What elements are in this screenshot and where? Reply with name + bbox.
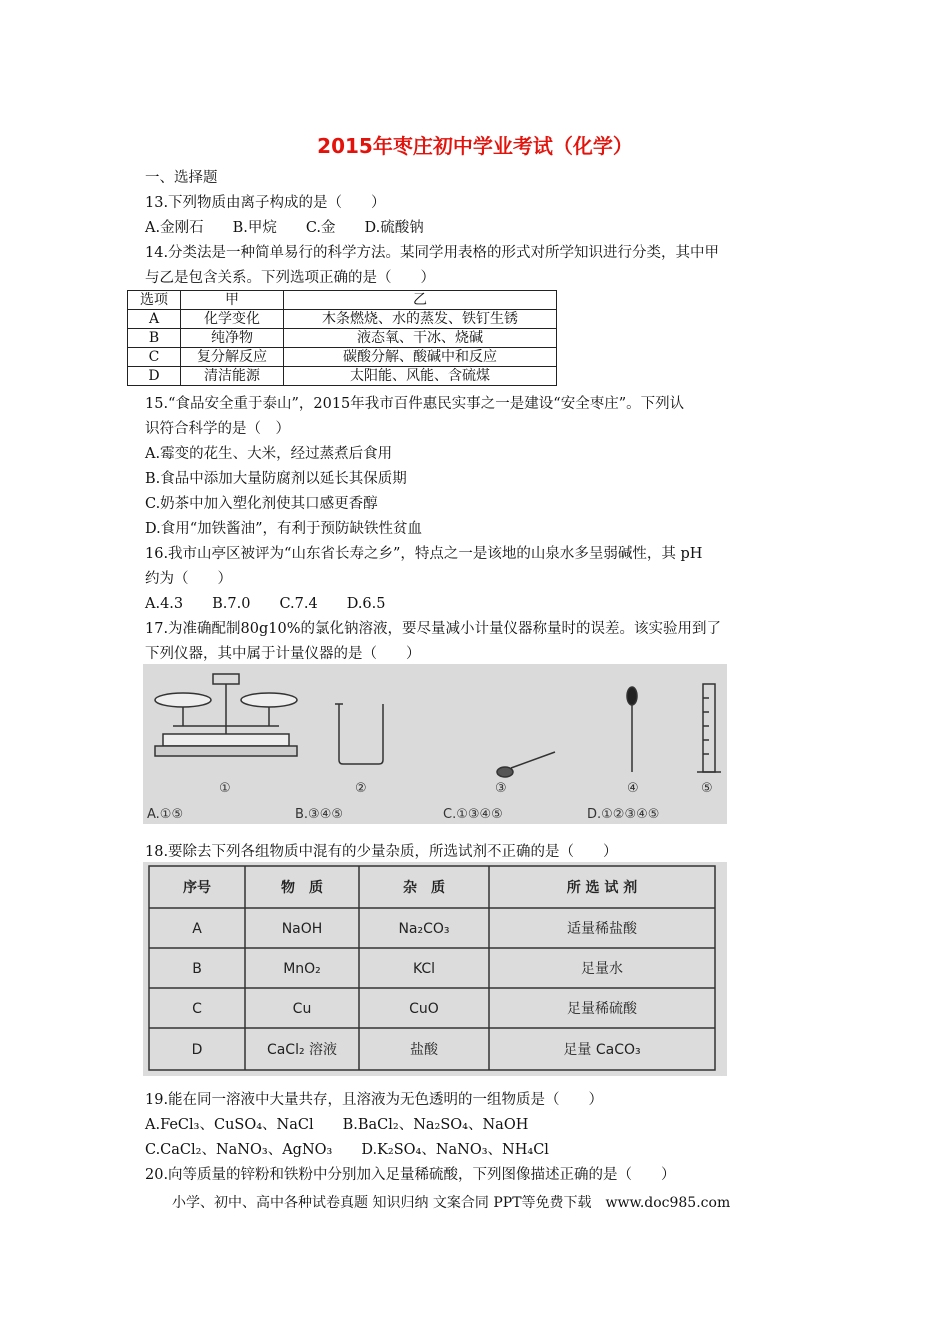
q18-cell: 足量 CaCO₃ — [563, 1042, 641, 1058]
figure-label-3: ③ — [495, 781, 507, 796]
q16-stem-2: 约为（ ） — [145, 571, 232, 587]
table-header-cell: 乙 — [284, 291, 557, 310]
q18-cell: 足量水 — [581, 961, 623, 977]
figure-option-c: C.①③④⑤ — [443, 807, 503, 822]
table-row — [128, 367, 557, 386]
table-cell: 化学变化 — [181, 310, 284, 329]
q18-cell: KCl — [412, 961, 436, 977]
q20-stem: 20.向等质量的锌粉和铁粉中分别加入足量稀硫酸，下列图像描述正确的是（ ） — [145, 1167, 676, 1183]
q18-cell: MnO₂ — [283, 961, 321, 977]
figure-option-a: A.①⑤ — [147, 807, 184, 822]
q18-cell: CaCl₂ 溶液 — [266, 1042, 338, 1058]
figure-label-1: ① — [219, 781, 231, 796]
table-cell: A — [128, 310, 181, 329]
q18-cell: NaOH — [281, 921, 323, 937]
q19-stem: 19.能在同一溶液中大量共存，且溶液为无色透明的一组物质是（ ） — [145, 1092, 604, 1108]
table-header-cell: 选项 — [128, 291, 181, 310]
q18-cell: B — [192, 961, 202, 977]
figure-option-d: D.①②③④⑤ — [587, 807, 660, 822]
q18-header-cell: 序号 — [183, 880, 211, 896]
q15-stem-1: 15.“食品安全重于泰山”，2015年我市百件惠民实事之一是建设“安全枣庄”。下列认 — [145, 396, 685, 412]
q19-options-ab: A.FeCl₃、CuSO₄、NaCl B.BaCl₂、Na₂SO₄、NaOH — [145, 1117, 529, 1133]
table-cell: 清洁能源 — [181, 367, 284, 386]
table-cell: 太阳能、风能、含硫煤 — [284, 367, 557, 386]
q18-cell: Na₂CO₃ — [398, 921, 450, 937]
table-cell: 木条燃烧、水的蒸发、铁钉生锈 — [284, 310, 557, 329]
figure-label-5: ⑤ — [701, 781, 713, 796]
q18-header-cell: 所 选 试 剂 — [566, 880, 638, 896]
q14-stem-1: 14.分类法是一种简单易行的科学方法。某同学用表格的形式对所学知识进行分类，其中甲 — [145, 245, 720, 261]
q18-cell: D — [191, 1042, 203, 1058]
q18-cell: 足量稀硫酸 — [567, 1001, 637, 1017]
page-title: 2015年枣庄初中学业考试（化学） — [317, 134, 633, 158]
q18-cell: A — [192, 921, 202, 937]
q13-stem: 13.下列物质由离子构成的是（ ） — [145, 195, 386, 211]
q17-stem-1: 17.为准确配制80g10%的氯化钠溶液，要尽量减小计量仪器称量时的误差。该实验用到了 — [145, 621, 722, 637]
q18-cell: 适量稀盐酸 — [567, 921, 637, 937]
figure-option-b: B.③④⑤ — [295, 807, 344, 822]
q15-option-a: A.霉变的花生、大米，经过蒸煮后食用 — [145, 446, 393, 462]
q16-options: A.4.3 B.7.0 C.7.4 D.6.5 — [145, 596, 386, 612]
q14-stem-2: 与乙是包含关系。下列选项正确的是（ ） — [145, 270, 435, 286]
q16-stem-1: 16.我市山亭区被评为“山东省长寿之乡”，特点之一是该地的山泉水多呈弱碱性，其 pH — [145, 546, 703, 562]
figure-label-2: ② — [355, 781, 367, 796]
table-cell: 复分解反应 — [181, 348, 284, 367]
q18-stem: 18.要除去下列各组物质中混有的少量杂质，所选试剂不正确的是（ ） — [145, 844, 618, 860]
q18-header-cell: 杂 质 — [403, 880, 445, 896]
q15-option-c: C.奶茶中加入塑化剂使其口感更香醇 — [145, 496, 378, 512]
table-cell: 碳酸分解、酸碱中和反应 — [284, 348, 557, 367]
table-cell: D — [128, 367, 181, 386]
q18-cell: Cu — [292, 1001, 312, 1017]
q14-table — [127, 290, 557, 386]
q18-cell: 盐酸 — [410, 1042, 438, 1058]
table-cell: 液态氧、干冰、烧碱 — [284, 329, 557, 348]
table-cell: B — [128, 329, 181, 348]
table-row — [128, 329, 557, 348]
table-row — [128, 348, 557, 367]
table-row — [128, 310, 557, 329]
q18-header-cell: 物 质 — [281, 880, 323, 896]
q18-table-figure — [143, 862, 727, 1076]
q13-options: A.金刚石 B.甲烷 C.金 D.硫酸钠 — [145, 220, 424, 236]
q19-options-cd: C.CaCl₂、NaNO₃、AgNO₃ D.K₂SO₄、NaNO₃、NH₄Cl — [145, 1142, 549, 1158]
q15-option-d: D.食用“加铁酱油”，有利于预防缺铁性贫血 — [145, 521, 423, 537]
table-header-row — [128, 291, 557, 310]
q15-option-b: B.食品中添加大量防腐剂以延长其保质期 — [145, 471, 407, 487]
q18-cell: CuO — [409, 1001, 439, 1017]
q17-instruments-figure — [143, 664, 727, 824]
table-header-cell: 甲 — [181, 291, 284, 310]
page-footer: 小学、初中、高中各种试卷真题 知识归纳 文案合同 PPT等免费下载 www.doc985.com — [172, 1195, 731, 1211]
section-heading: 一、选择题 — [145, 170, 218, 186]
q15-stem-2: 识符合科学的是（ ） — [145, 421, 290, 437]
q18-cell: C — [192, 1001, 202, 1017]
figure-label-4: ④ — [627, 781, 639, 796]
table-cell: 纯净物 — [181, 329, 284, 348]
table-cell: C — [128, 348, 181, 367]
q17-stem-2: 下列仪器，其中属于计量仪器的是（ ） — [145, 646, 421, 662]
